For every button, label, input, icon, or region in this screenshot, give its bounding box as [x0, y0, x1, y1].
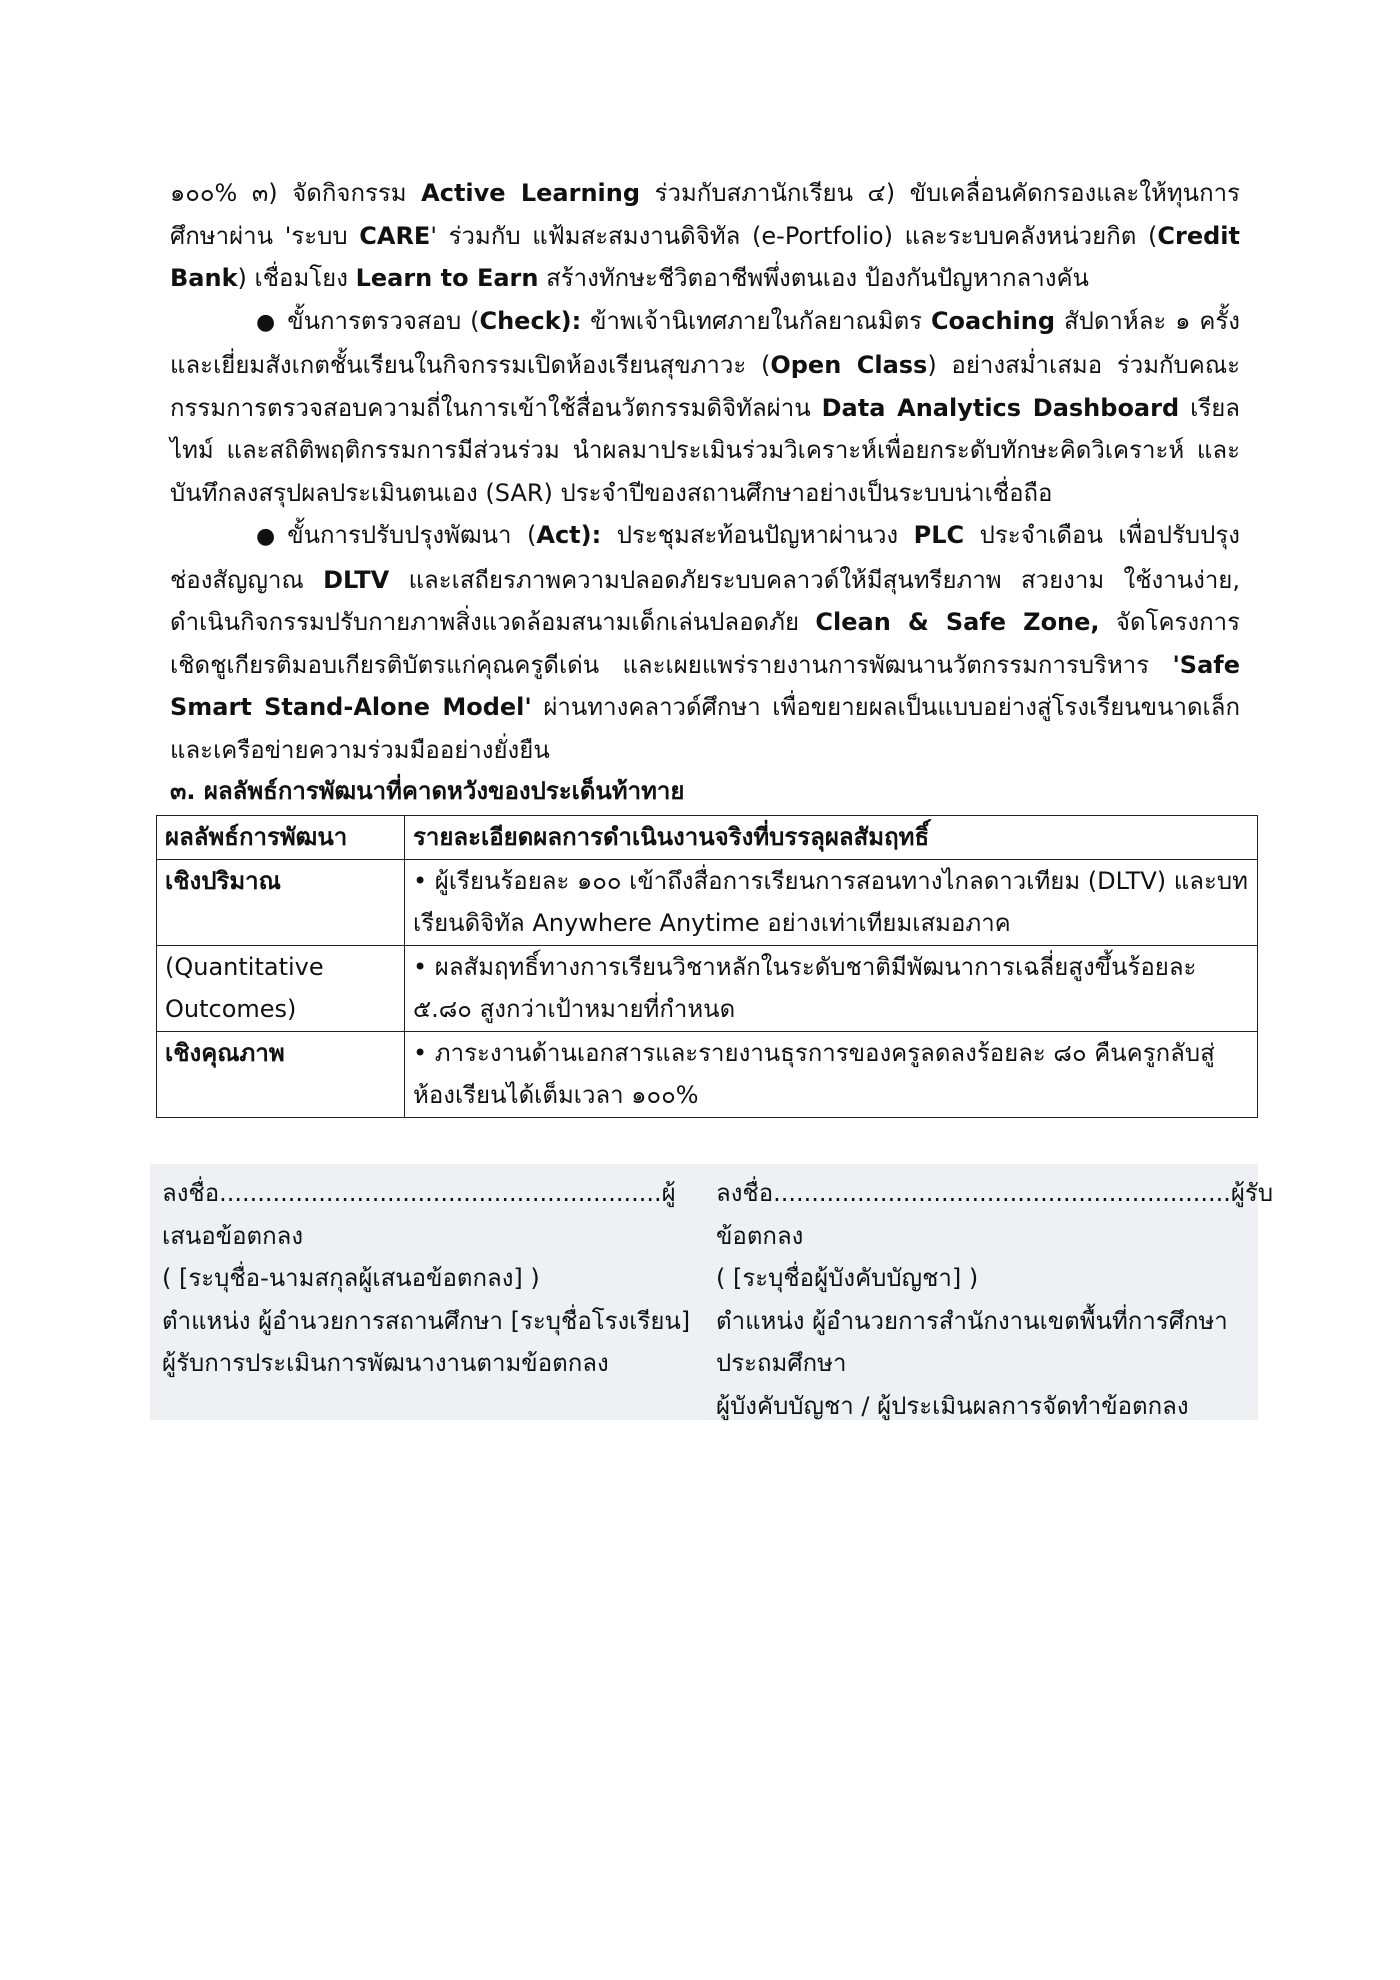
text-run: จัดโครงการเชิดชูเกียรติมอบเกียรติบัตรแก่คุณครูดีเด่น และเผยแพร่รายงานการพัฒนานวัตกรรมการบริหาร: [170, 608, 1241, 679]
text-run: ขั้นการปรับปรุงพัฒนา (: [287, 521, 537, 549]
text-run: ) เชื่อมโยง: [237, 264, 356, 292]
bold-run: Open Class: [770, 351, 928, 379]
signer-name: ( [ระบุชื่อผู้บังคับบัญชา] ): [716, 1264, 979, 1292]
text-run: ข้าพเจ้านิเทศภายในกัลยาณมิตร: [581, 306, 931, 335]
text-run: ' ร่วมกับ แฟ้มสะสมงานดิจิทัล (e-Portfolio) และระบบคลังหน่วยกิต (: [430, 221, 1158, 250]
text-run: เรียลไทม์ และสถิติพฤติกรรมการมีส่วนร่วม นำผลมาประเมินร่วมวิเคราะห์เพื่อยกระดับทักษะคิดวิเคราะห์ และบันทึกลงสรุปผลประเมินตนเอง (SAR) ประจำปีของสถานศึกษาอย่างเป็นระบบน่าเชื่อถือ: [170, 393, 1240, 507]
text-run: ผ่านทางคลาวด์ศึกษา เพื่อขยายผลเป็นแบบอย่างสู่โรงเรียนขนาดเล็กและเครือข่ายความร่วมมืออย่างยั่งยืน: [170, 693, 1240, 764]
text-run: ร่วมกับสภานักเรียน ๔) ขับเคลื่อนคัดกรองและให้ทุนการศึกษาผ่าน 'ระบบ: [170, 179, 1240, 250]
text-run: และเสถียรภาพความปลอดภัยระบบคลาวด์ให้มีสุนทรียภาพ สวยงาม ใช้งานง่าย, ดำเนินกิจกรรมปรับกายภาพสิ่งแวดล้อมสนามเด็กเล่นปลอดภัย: [170, 565, 1240, 636]
bold-run: DLTV: [323, 565, 390, 594]
bold-run: Credit Bank: [170, 221, 1240, 292]
signer-role: ผู้บังคับบัญชา / ผู้ประเมินผลการจัดทำข้อตกลง: [716, 1391, 1189, 1420]
text-run: ) อย่างสม่ำเสมอ ร่วมกับคณะกรรมการตรวจสอบความถี่ในการเข้าใช้สื่อนวัตกรรมดิจิทัลผ่าน: [170, 351, 1240, 422]
bold-run: CARE: [359, 221, 431, 250]
outcomes-table: [156, 815, 1258, 1118]
outcome-label: (Quantitative Outcomes): [157, 945, 405, 1031]
body-text: [170, 172, 1240, 811]
text-run: ประชุมสะท้อนปัญหาผ่านวง: [601, 521, 914, 549]
signature-block: [150, 1164, 1274, 1420]
outcome-label: เชิงปริมาณ: [157, 859, 405, 945]
outcome-detail: • ผลสัมฤทธิ์ทางการเรียนวิชาหลักในระดับชาติมีพัฒนาการเฉลี่ยสูงขึ้นร้อยละ ๕.๘๐ สูงกว่าเป้าหมายที่กำหนด: [405, 945, 1258, 1031]
signature-supervisor: [716, 1172, 1274, 1427]
signer-position: ตำแหน่ง ผู้อำนวยการสำนักงานเขตพื้นที่การศึกษาประถมศึกษา: [716, 1306, 1228, 1377]
bold-run: Act):: [536, 521, 602, 549]
bold-run: Data Analytics Dashboard: [821, 393, 1180, 422]
table-header-cell: ผลลัพธ์การพัฒนา: [157, 816, 405, 860]
outcome-label: เชิงคุณภาพ: [157, 1031, 405, 1117]
bullet-icon: ●: [256, 524, 276, 549]
bold-run: Coaching: [930, 306, 1056, 335]
outcome-detail: • ภาระงานด้านเอกสารและรายงานธุรการของครูลดลงร้อยละ ๘๐ คืนครูกลับสู่ห้องเรียนได้เต็มเวลา ๑๐๐%: [405, 1031, 1258, 1117]
bold-run: Learn to Earn: [355, 264, 539, 292]
text-run: ๑๐๐% ๓) จัดกิจกรรม: [170, 179, 422, 207]
signer-name: ( [ระบุชื่อ-นามสกุลผู้เสนอข้อตกลง] ): [162, 1264, 540, 1292]
table-row: [157, 1031, 1258, 1117]
outcome-detail: • ผู้เรียนร้อยละ ๑๐๐ เข้าถึงสื่อการเรียนการสอนทางไกลดาวเทียม (DLTV) และบทเรียนดิจิทัล Anywhere Anytime อย่างเท่าเทียมเสมอภาค: [405, 859, 1258, 945]
signature-line: ลงชื่อ..........................................................ผู้เสนอข้อตกลง: [162, 1179, 676, 1250]
paragraph-act-step: [170, 514, 1240, 771]
bold-run: Clean & Safe Zone,: [815, 608, 1100, 636]
signer-role: ผู้รับการประเมินการพัฒนางานตามข้อตกลง: [162, 1349, 609, 1377]
text-run: สร้างทักษะชีวิตอาชีพพึ่งตนเอง ป้องกันปัญหากลางคัน: [538, 264, 1089, 292]
text-run: ขั้นการตรวจสอบ (: [287, 306, 480, 335]
bold-run: Active Learning: [421, 179, 641, 207]
bullet-icon: ●: [256, 309, 276, 335]
table-header-cell: รายละเอียดผลการดำเนินงานจริงที่บรรลุผลสัมฤทธิ์: [405, 816, 1258, 860]
table-header-row: [157, 816, 1258, 860]
text-run: ประจำเดือน เพื่อปรับปรุงช่องสัญญาณ: [170, 521, 1240, 594]
signature-proposer: [162, 1172, 698, 1385]
bold-run: Check):: [479, 306, 582, 335]
bold-run: 'Safe Smart Stand-Alone Model': [170, 650, 1240, 721]
signer-position: ตำแหน่ง ผู้อำนวยการสถานศึกษา [ระบุชื่อโรงเรียน]: [162, 1306, 691, 1335]
bold-run: PLC: [913, 521, 965, 549]
paragraph-check-step: [170, 300, 1240, 515]
signature-line: ลงชื่อ............................................................ผู้รับข้อตกลง: [716, 1179, 1274, 1250]
paragraph-continuation: [170, 172, 1240, 300]
section-heading: ๓. ผลลัพธ์การพัฒนาที่คาดหวังของประเด็นท้าทาย: [170, 777, 685, 805]
table-row: [157, 945, 1258, 1031]
table-row: [157, 859, 1258, 945]
text-run: สัปดาห์ละ ๑ ครั้ง และเยี่ยมสังเกตชั้นเรียนในกิจกรรมเปิดห้องเรียนสุขภาวะ (: [170, 306, 1240, 379]
